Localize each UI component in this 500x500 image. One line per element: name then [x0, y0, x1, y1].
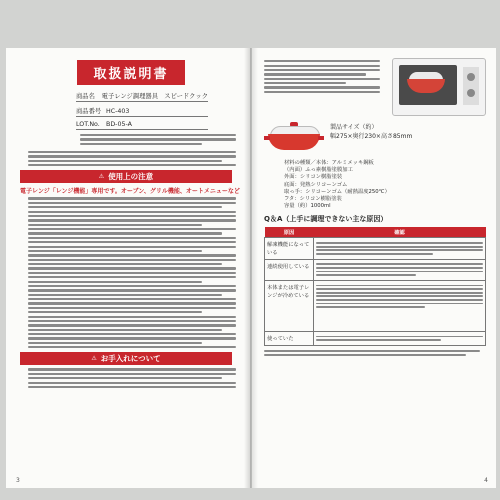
section-care-title: お手入れについて	[100, 354, 161, 364]
qa-header-cause: 原因	[265, 227, 314, 238]
manual-left-page	[6, 48, 250, 488]
table-row	[265, 238, 486, 259]
product-name-value: 電子レンジ調理器具 スピードクック	[101, 93, 208, 100]
microwave-only-notice: 電子レンジ「レンジ機能」専用です。オーブン、グリル機能、オートメニューなど	[20, 188, 240, 196]
qa-cause: 連続使用している	[265, 259, 314, 280]
page-number-left: 3	[16, 477, 20, 484]
product-size-label: 製品サイズ（約）	[330, 124, 378, 131]
product-number-key: 商品番号	[76, 108, 102, 115]
material-line: （内面）ふっ素樹脂塗膜加工	[284, 167, 353, 174]
product-number-value: HC-403	[106, 108, 130, 115]
section-care	[20, 352, 232, 365]
material-line: 底面：発熱シリコーンゴム	[284, 181, 348, 188]
section-usage-caution-title: 使用上の注意	[108, 172, 154, 182]
qa-cause: 使っていた	[265, 331, 314, 345]
qa-cause: 本体または電子レンジが冷めている	[265, 280, 314, 331]
product-name-key: 商品名	[76, 93, 95, 100]
lot-number-value: BD-05-A	[106, 121, 132, 128]
product-name-row	[76, 91, 208, 102]
qa-table	[264, 227, 486, 345]
page-number-right: 4	[484, 477, 488, 484]
qa-cause: 解凍機能になっている	[265, 238, 314, 259]
manual-right-page	[252, 48, 496, 488]
table-row	[265, 280, 486, 331]
manual-title: 取扱説明書	[77, 60, 185, 85]
speed-cook-pot-illustration	[264, 122, 324, 156]
product-number-row	[76, 106, 208, 117]
table-row	[265, 331, 486, 345]
material-line: 材料の種類／本体：アルミメッキ鋼板	[284, 160, 374, 166]
warning-icon: ⚠	[98, 173, 105, 181]
lot-number-row	[76, 121, 208, 130]
material-line: 外面：シリコン樹脂塗装	[284, 174, 343, 181]
table-row	[265, 259, 486, 280]
microwave-illustration	[392, 58, 486, 116]
material-line: フタ：シリコン樹脂塗装	[284, 196, 342, 203]
qa-title: Q＆A（上手に調理できない主な原因）	[264, 215, 388, 224]
warning-icon: ⚠	[91, 355, 97, 363]
material-specs	[284, 160, 486, 210]
qa-header-check: 確認	[314, 227, 486, 238]
section-usage-caution	[20, 170, 232, 183]
lot-number-key: LOT.No.	[76, 121, 100, 128]
product-size-value: 幅275×奥行230×高さ85mm	[330, 133, 413, 140]
material-line: 取っ手：シリコーンゴム（耐熱温度250℃）	[284, 188, 390, 195]
intro-notice	[80, 134, 242, 145]
material-line: 容量（約）1000ml	[284, 203, 331, 210]
